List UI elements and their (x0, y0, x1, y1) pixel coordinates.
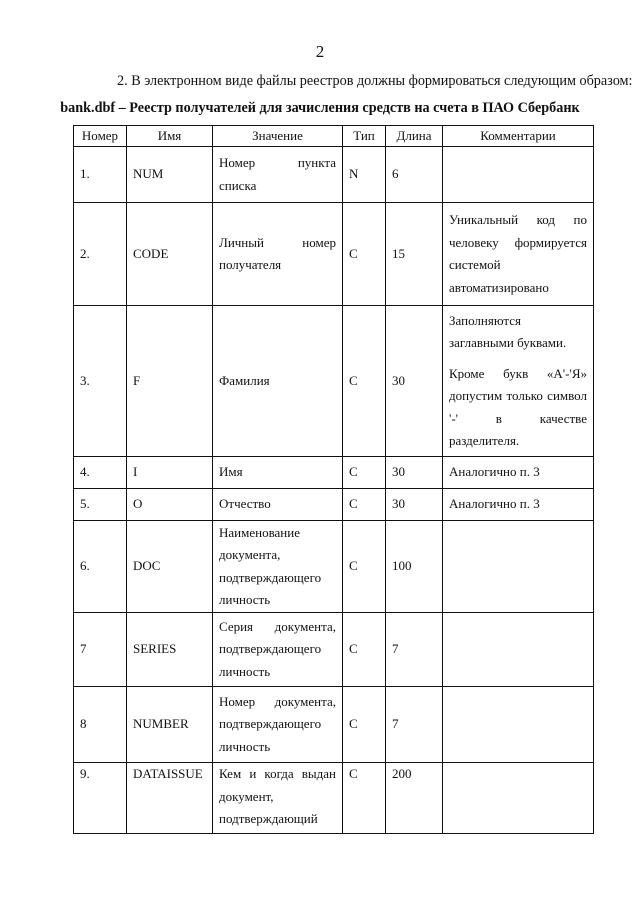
header-value: Значение (213, 126, 343, 147)
cell-value: Номер пункта списка (213, 147, 343, 203)
cell-comment (443, 203, 594, 306)
cell-type: C (343, 521, 386, 613)
comment-paragraph: Кроме букв «А'-'Я» допустим только символ '-' в качестве разделителя. (449, 365, 587, 448)
cell-name: DOC (127, 521, 213, 613)
header-type: Тип (343, 126, 386, 147)
cell-number: 9. (74, 763, 127, 834)
cell-length: 30 (386, 489, 443, 521)
cell-number: 1. (74, 147, 127, 203)
cell-comment (443, 147, 594, 203)
cell-number: 2. (74, 203, 127, 306)
cell-value: Кем и когда выдан документ, подтверждающий (213, 763, 343, 834)
cell-value: Отчество (213, 489, 343, 521)
cell-comment (443, 489, 594, 521)
cell-name: SERIES (127, 613, 213, 687)
table-header-row (74, 126, 594, 147)
cell-name: F (127, 306, 213, 457)
cell-number: 8 (74, 687, 127, 763)
header-length: Длина (386, 126, 443, 147)
cell-value: Наименование документа, подтверждающего личность (213, 521, 343, 613)
cell-length: 200 (386, 763, 443, 834)
header-comment: Комментарии (443, 126, 594, 147)
cell-number: 6. (74, 521, 127, 613)
cell-name: CODE (127, 203, 213, 306)
table-row (74, 489, 594, 521)
cell-number: 3. (74, 306, 127, 457)
cell-length: 30 (386, 306, 443, 457)
comment-paragraph: Аналогично п. 3 (449, 464, 540, 480)
comment-paragraph: Заполняются заглавными буквами. (449, 312, 567, 350)
cell-type: C (343, 457, 386, 489)
table-row (74, 457, 594, 489)
cell-value: Фамилия (213, 306, 343, 457)
cell-length: 6 (386, 147, 443, 203)
table-row (74, 147, 594, 203)
table-caption: bank.dbf – Реестр получателей для зачисления средств на счета в ПАО Сбербанк (60, 100, 580, 116)
table-row (74, 203, 594, 306)
cell-name: NUM (127, 147, 213, 203)
table-row (74, 613, 594, 687)
registry-table (73, 125, 594, 834)
cell-comment (443, 457, 594, 489)
comment-paragraph: Уникальный код по человеку формируется системой автоматизировано (449, 212, 587, 295)
cell-length: 100 (386, 521, 443, 613)
cell-comment (443, 687, 594, 763)
cell-type: C (343, 203, 386, 306)
header-number: Номер (74, 126, 127, 147)
cell-name: I (127, 457, 213, 489)
cell-name: O (127, 489, 213, 521)
table-row (74, 306, 594, 457)
header-name: Имя (127, 126, 213, 147)
comment-paragraph: Аналогично п. 3 (449, 496, 540, 512)
cell-comment (443, 521, 594, 613)
cell-type: N (343, 147, 386, 203)
cell-number: 7 (74, 613, 127, 687)
cell-length: 7 (386, 687, 443, 763)
cell-value: Серия документа, подтверждающего личность (213, 613, 343, 687)
cell-value: Имя (213, 457, 343, 489)
intro-paragraph: 2. В электронном виде файлы реестров должны формироваться следующим образом: (117, 73, 633, 89)
cell-length: 30 (386, 457, 443, 489)
cell-name: DATAISSUE (127, 763, 213, 834)
cell-value: Личный номер получателя (213, 203, 343, 306)
cell-type: C (343, 613, 386, 687)
table-row (74, 763, 594, 834)
cell-name: NUMBER (127, 687, 213, 763)
cell-type: C (343, 306, 386, 457)
cell-comment (443, 613, 594, 687)
table-row (74, 521, 594, 613)
cell-number: 5. (74, 489, 127, 521)
cell-type: C (343, 763, 386, 834)
table-row (74, 687, 594, 763)
cell-type: C (343, 687, 386, 763)
cell-number: 4. (74, 457, 127, 489)
cell-type: C (343, 489, 386, 521)
cell-comment (443, 763, 594, 834)
cell-length: 15 (386, 203, 443, 306)
page-number: 2 (315, 42, 325, 61)
cell-comment (443, 306, 594, 457)
cell-length: 7 (386, 613, 443, 687)
cell-value: Номер документа, подтверждающего личность (213, 687, 343, 763)
